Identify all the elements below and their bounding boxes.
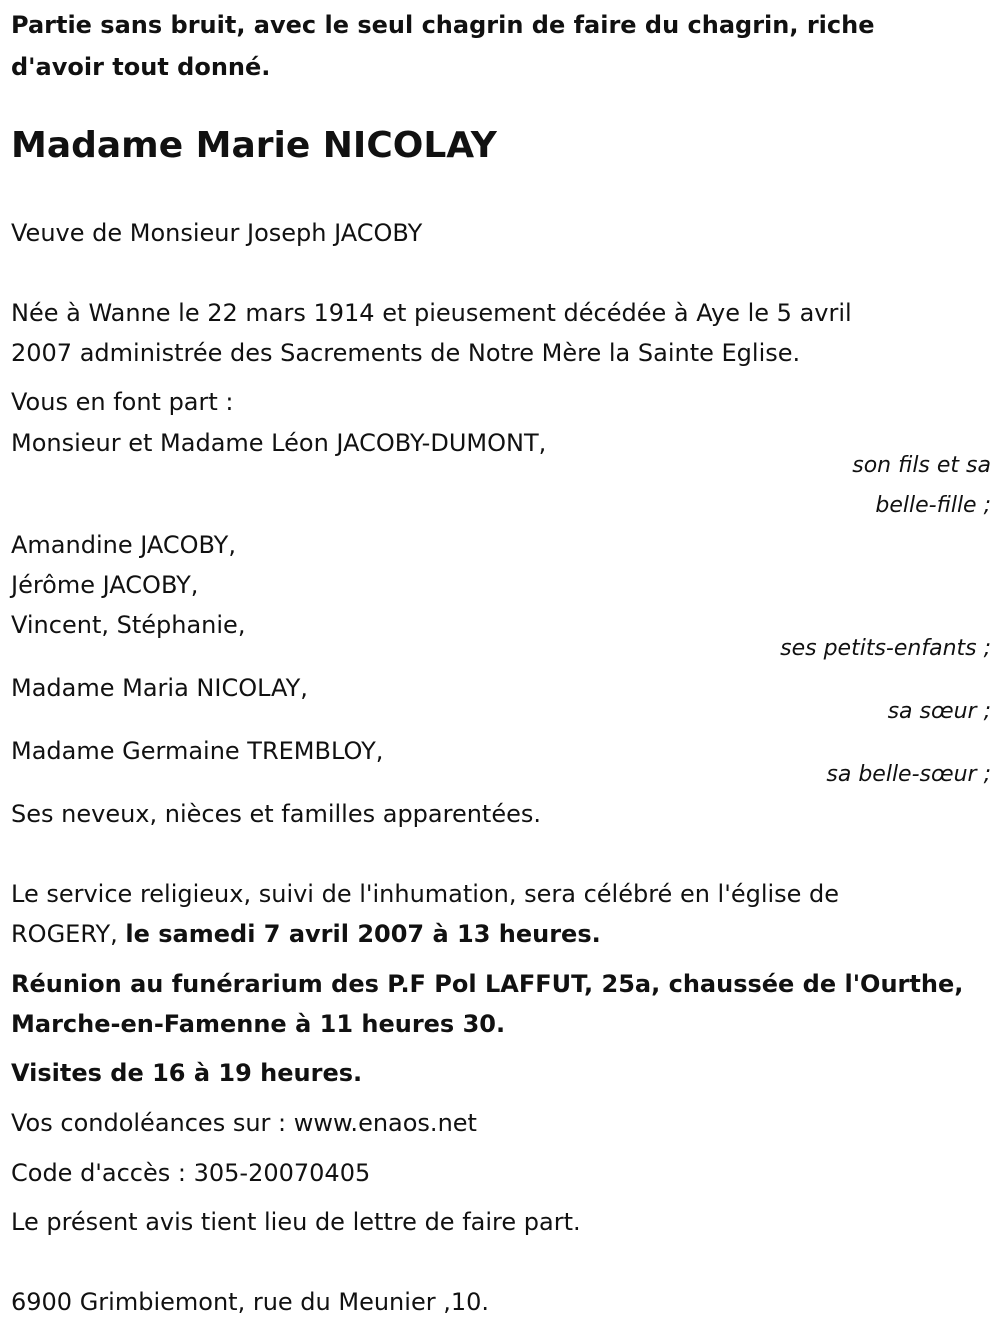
meeting-line-2: Marche-en-Famenne à 11 heures 30.: [11, 1010, 506, 1038]
other-relatives: Ses neveux, nièces et familles apparentées.: [11, 800, 542, 828]
widow-of: Veuve de Monsieur Joseph JACOBY: [11, 219, 423, 247]
birth-death-line-1: Née à Wanne le 22 mars 1914 et pieusement décédée à Aye le 5 avril: [11, 299, 852, 327]
sister-name: Madame Maria NICOLAY,: [11, 674, 308, 702]
sister-relation: sa sœur ;: [887, 699, 991, 724]
grandchild-3: Vincent, Stéphanie,: [11, 611, 246, 639]
announcers-intro: Vous en font part :: [11, 388, 234, 416]
epigraph-line-2: d'avoir tout donné.: [11, 53, 271, 81]
service-place: ROGERY,: [11, 920, 126, 948]
grandchildren-relation: ses petits-enfants ;: [780, 636, 991, 661]
notice: Le présent avis tient lieu de lettre de faire part.: [11, 1208, 581, 1236]
epigraph-line-1: Partie sans bruit, avec le seul chagrin de faire du chagrin, riche: [11, 11, 875, 39]
son-relation-line-2: belle-fille ;: [875, 493, 991, 518]
son-name: Monsieur et Madame Léon JACOBY-DUMONT,: [11, 429, 547, 457]
birth-death-line-2: 2007 administrée des Sacrements de Notre Mère la Sainte Eglise.: [11, 339, 801, 367]
service-date: le samedi 7 avril 2007 à 13 heures.: [125, 920, 601, 948]
address: 6900 Grimbiemont, rue du Meunier ,10.: [11, 1288, 489, 1316]
meeting-line-1: Réunion au funérarium des P.F Pol LAFFUT, 25a, chaussée de l'Ourthe,: [11, 970, 964, 998]
sister-in-law-name: Madame Germaine TREMBLOY,: [11, 737, 384, 765]
son-relation-line-1: son fils et sa: [852, 453, 991, 478]
access-code: Code d'accès : 305-20070405: [11, 1159, 371, 1187]
condolences: Vos condoléances sur : www.enaos.net: [11, 1109, 477, 1137]
sister-in-law-relation: sa belle-sœur ;: [826, 762, 991, 787]
service-line-2: [11, 919, 601, 949]
service-line-1: Le service religieux, suivi de l'inhumation, sera célébré en l'église de: [11, 880, 840, 908]
grandchild-2: Jérôme JACOBY,: [11, 571, 199, 599]
deceased-name: Madame Marie NICOLAY: [11, 125, 497, 166]
visits: Visites de 16 à 19 heures.: [11, 1059, 363, 1087]
grandchild-1: Amandine JACOBY,: [11, 531, 236, 559]
